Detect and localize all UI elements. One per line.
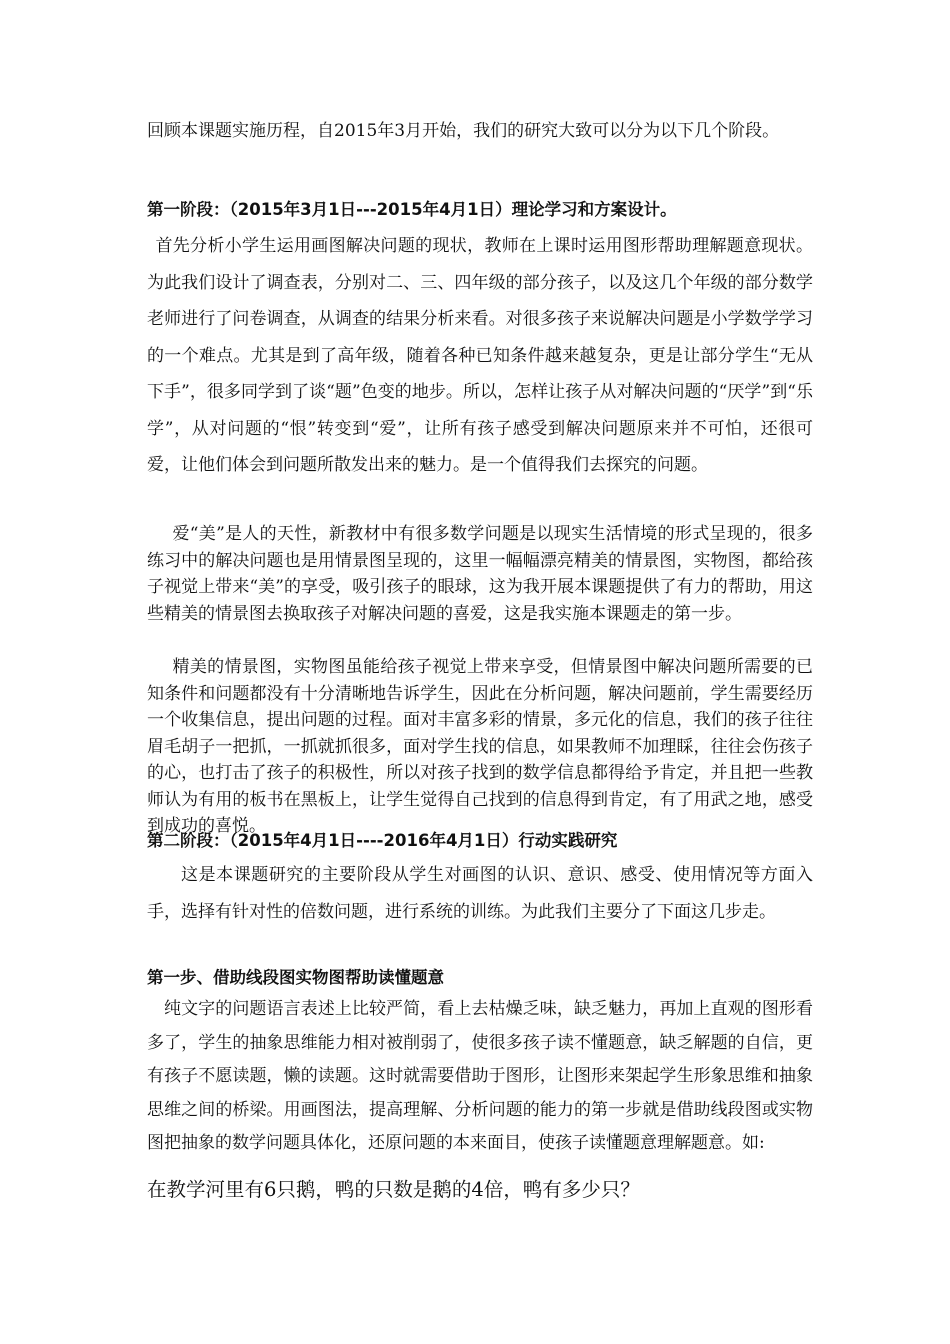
stage1-paragraph-1: 首先分析小学生运用画图解决问题的现状，教师在上课时运用图形帮助理解题意现状。为此我们设计了调查表，分别对二、三、四年级的部分孩子，以及这几个年级的部分数学老师进行了问卷调查，从调查的结果分析来看。对很多孩子来说解决问题是小学数学学习的一个难点。尤其是到了高年级，随着各种已知条件越来越复杂，更是让部分学生“无从下手”，很多同学到了谈“题”色变的地步。所以，怎样让孩子从对解决问题的“厌学”到“乐学”，从对问题的“恨”转变到“爱”，让所有孩子感受到解决问题原来并不可怕，还很可爱，让他们体会到问题所散发出来的魅力。是一个值得我们去探究的问题。 bbox=[147, 236, 813, 475]
stage2-paragraph-1: 这是本课题研究的主要阶段从学生对画图的认识、意识、感受、使用情况等方面入手，选择有针对性的倍数问题，进行系统的训练。为此我们主要分了下面这几步走。 bbox=[147, 865, 813, 922]
intro-paragraph: 回顾本课题实施历程，自2015年3月开始，我们的研究大致可以分为以下几个阶段。 bbox=[147, 121, 780, 141]
stage1-heading: 第一阶段：（2015年3月1日---2015年4月1日）理论学习和方案设计。 bbox=[147, 200, 677, 219]
stage1-paragraph-3: 精美的情景图，实物图虽能给孩子视觉上带来享受，但情景图中解决问题所需要的已知条件和问题都没有十分清晰地告诉学生，因此在分析问题，解决问题前，学生需要经历一个收集信息，提出问题的过程。面对丰富多彩的情景，多元化的信息，我们的孩子往往眉毛胡子一把抓，一抓就抓很多，面对学生找的信息，如果教师不加理睬，往往会伤孩子的心，也打击了孩子的积极性，所以对孩子找到的数学信息都得给予肯定，并且把一些教师认为有用的板书在黑板上，让学生觉得自己找到的信息得到肯定，有了用武之地，感受到成功的喜悦。 bbox=[147, 657, 813, 836]
example-question: 在教学河里有6只鹅，鸭的只数是鹅的4倍，鸭有多少只？ bbox=[147, 1178, 640, 1201]
step1-paragraph-1: 纯文字的问题语言表述上比较严简，看上去枯燥乏味，缺乏魅力，再加上直观的图形看多了，学生的抽象思维能力相对被削弱了，使很多孩子读不懂题意，缺乏解题的自信，更有孩子不愿读题，懒的读题。这时就需要借助于图形，让图形来架起学生形象思维和抽象思维之间的桥梁。用画图法，提高理解、分析问题的能力的第一步就是借助线段图或实物图把抽象的数学问题具体化，还原问题的本来面目，使孩子读懂题意理解题意。如: bbox=[147, 999, 813, 1153]
stage1-paragraph-2: 爱“美”是人的天性，新教材中有很多数学问题是以现实生活情境的形式呈现的，很多练习中的解决问题也是用情景图呈现的，这里一幅幅漂亮精美的情景图，实物图，都给孩子视觉上带来“美”的享受，吸引孩子的眼球，这为我开展本课题提供了有力的帮助，用这些精美的情景图去换取孩子对解决问题的喜爱，这是我实施本课题走的第一步。 bbox=[147, 524, 813, 624]
stage2-heading: 第二阶段：（2015年4月1日----2016年4月1日）行动实践研究 bbox=[147, 831, 618, 850]
step1-heading: 第一步、借助线段图实物图帮助读懂题意 bbox=[147, 968, 444, 987]
